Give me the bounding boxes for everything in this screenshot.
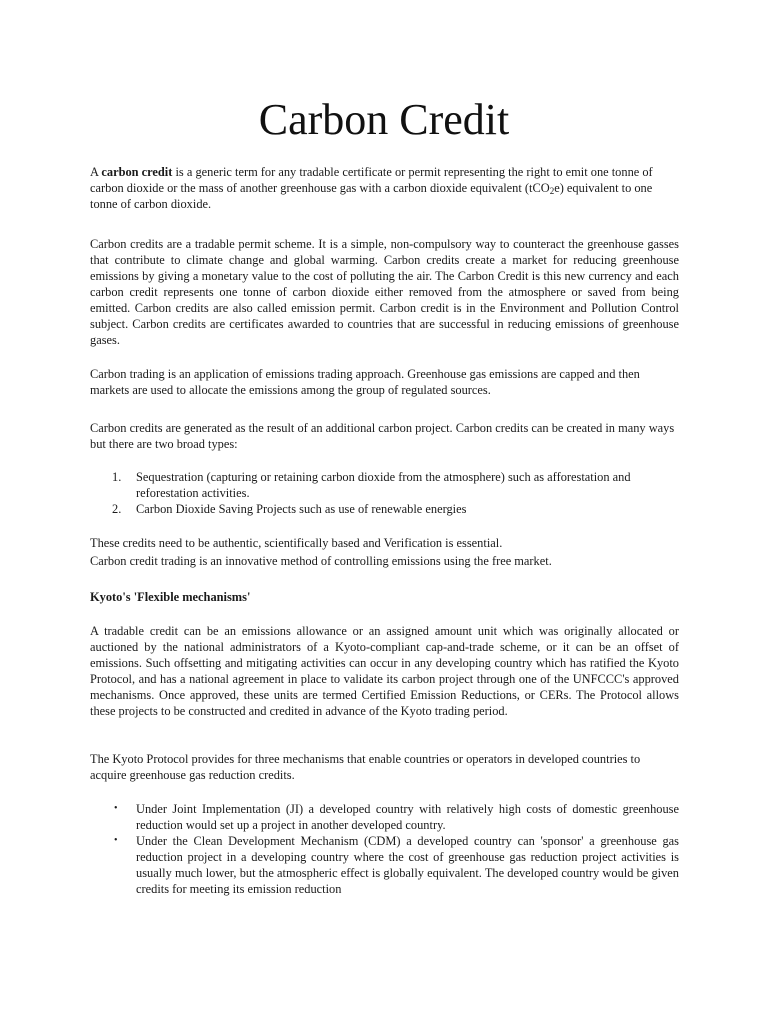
- paragraph-tradable-credit: A tradable credit can be an emissions allowance or an assigned amount unit which was originally allocated or auctioned by the national administrators of a Kyoto-compliant cap-and-trade scheme, or it can be an offset of emissions. Such offsetting and mitigating activities can occur in any developing country which has ratified the Kyoto Protocol, and has a national agreement in place to validate its carbon project through one of the UNFCCC's approved mechanisms. Once approved, these units are termed Certified Emission Reductions, or CERs. The Protocol allows these projects to be constructed and credited in advance of the Kyoto trading period.: [90, 624, 679, 718]
- intro-text-1: is a generic term for any tradable certificate or permit representing the right to emit one tonne of carbon dioxide or the mass of another greenhouse gas with a carbon dioxide equivalent (tCO: [90, 165, 653, 195]
- intro-lead: A: [90, 165, 102, 179]
- intro-term: carbon credit: [101, 165, 173, 179]
- section-heading-kyoto: Kyoto's 'Flexible mechanisms': [90, 590, 251, 604]
- list-item-text: Sequestration (capturing or retaining carbon dioxide from the atmosphere) such as afforestation and reforestation activities.: [136, 470, 631, 500]
- intro-subscript: 2: [549, 186, 555, 196]
- list-item-text: Carbon Dioxide Saving Projects such as use of renewable energies: [136, 502, 467, 516]
- paragraph-innovative: Carbon credit trading is an innovative method of controlling emissions using the free market.: [90, 554, 552, 568]
- paragraph-carbon-trading: Carbon trading is an application of emissions trading approach. Greenhouse gas emissions are capped and then markets are used to allocate the emissions among the group of regulated sources.: [90, 367, 640, 397]
- list-marker: 1.: [112, 470, 122, 484]
- list-item: [90, 469, 679, 501]
- list-marker: 2.: [112, 502, 122, 516]
- types-list: [90, 469, 679, 517]
- intro-text-2: e) equivalent to one tonne of carbon dioxide.: [90, 181, 653, 211]
- bullet-icon: •: [114, 835, 118, 846]
- paragraph-kyoto-protocol: The Kyoto Protocol provides for three mechanisms that enable countries or operators in developed countries to acquire greenhouse gas reduction credits.: [90, 752, 641, 782]
- list-item-text: Under Joint Implementation (JI) a developed country with relatively high costs of domestic greenhouse reduction would set up a project in another developed country.: [136, 802, 679, 832]
- paragraph-authentic: These credits need to be authentic, scientifically based and Verification is essential.: [90, 536, 503, 550]
- list-item-text: Under the Clean Development Mechanism (CDM) a developed country can 'sponsor' a greenhouse gas reduction project in a developing country where the cost of greenhouse gas reduction project activities is usually much lower, but the atmospheric effect is globally equivalent. The developed country would be given credits for meeting its emission reduction: [136, 834, 679, 896]
- intro-paragraph: [90, 164, 679, 212]
- list-item: [90, 833, 679, 897]
- page-title: Carbon Credit: [258, 95, 510, 144]
- list-item: [90, 801, 679, 833]
- paragraph-tradable-permit: Carbon credits are a tradable permit scheme. It is a simple, non-compulsory way to counteract the greenhouse gasses that contribute to climate change and global warming. Carbon credits create a market for reducing greenhouse emissions by giving a monetary value to the cost of polluting the air. The Carbon Credit is this new currency and each carbon credit represents one tonne of carbon dioxide either removed from the atmosphere or saved from being emitted. Carbon credits are also called emission permit. Carbon credit is in the Environment and Pollution Control subject. Carbon credits are certificates awarded to countries that are successful in reducing emissions of greenhouse gases.: [90, 237, 679, 347]
- bullet-icon: •: [114, 803, 118, 814]
- paragraph-generation: Carbon credits are generated as the result of an additional carbon project. Carbon credits can be created in many ways but there are two broad types:: [90, 421, 675, 451]
- list-item: [90, 501, 679, 517]
- mechanisms-list: [90, 801, 679, 897]
